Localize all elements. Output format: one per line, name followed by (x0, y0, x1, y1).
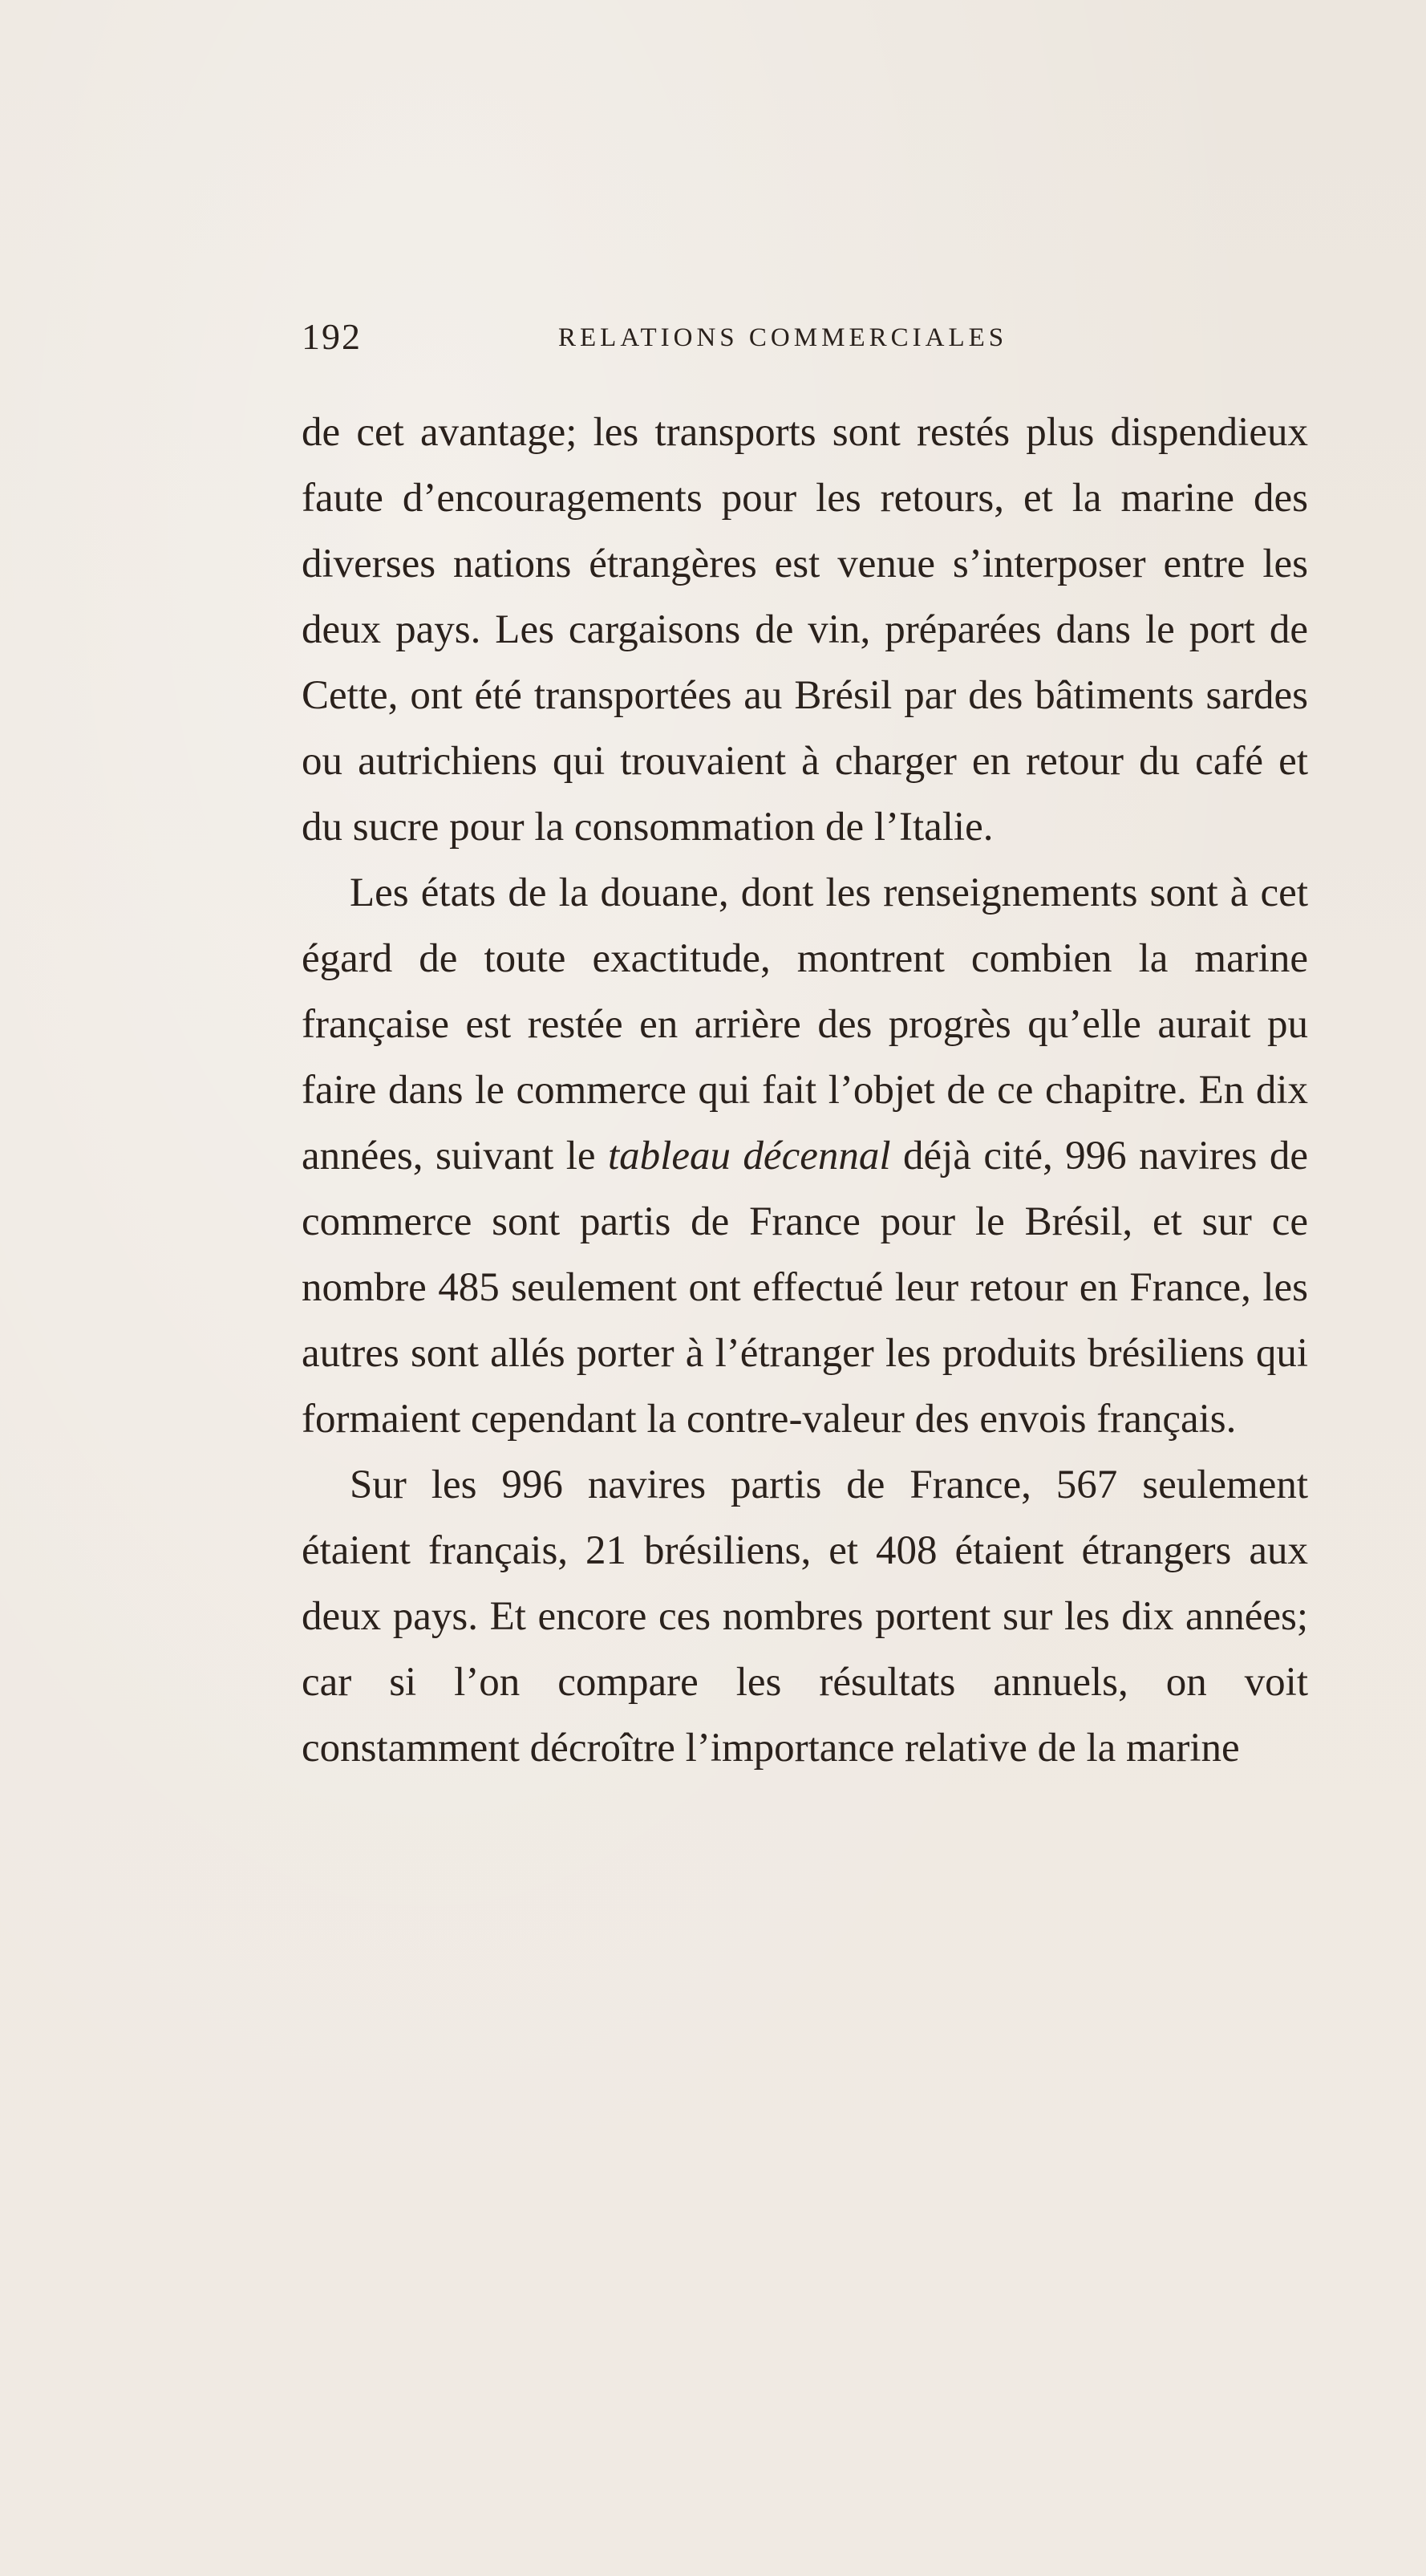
page-header (302, 315, 1308, 363)
paragraph-3: Sur les 996 navires partis de France, 567 seulement étaient français, 21 brésiliens, et 408 étaient étrangers aux deux pays. Et encore ces nombres portent sur les dix années; car si l’on compare les résultats annuels, on voit constamment décroître l’importance relative de la marine (302, 1462, 1308, 1771)
page-number: 192 (302, 316, 362, 357)
paragraph-2-text-after: déjà cité, 996 navires de commerce sont partis de France pour le Brésil, et sur ce nombre 485 seulement ont effectué leur retour en France, les autres sont allés porter à l’étranger les produits brésiliens qui formaient cependant la contre-valeur des envois français. (302, 1134, 1308, 1442)
paragraph-2-text-before: Les états de la douane, dont les renseignements sont à cet égard de toute exactitude, montrent combien la marine française est restée en arrière des progrès qu’elle aurait pu faire dans le commerce qui fait l’objet de ce chapitre. En dix années, suivant le (302, 870, 1308, 1178)
italic-citation: tableau décennal (608, 1134, 891, 1178)
paragraph-2 (302, 860, 1308, 1452)
paragraph-1: de cet avantage; les transports sont restés plus dispendieux faute d’encouragements pour les retours, et la marine des diverses nations étrangères est venue s’interposer entre les deux pays. Les cargaisons de vin, préparées dans le port de Cette, ont été transportées au Brésil par des bâtiments sardes ou autrichiens qui trouvaient à charger en retour du café et du sucre pour la consommation de l’Italie. (302, 410, 1308, 850)
running-title: RELATIONS COMMERCIALES (558, 323, 1008, 352)
page-body (302, 400, 1308, 1781)
